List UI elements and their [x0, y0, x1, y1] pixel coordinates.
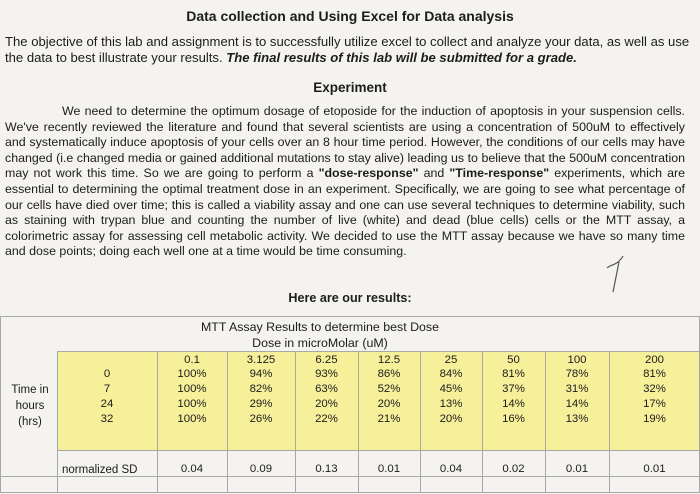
viability-cell: 45%	[439, 383, 463, 395]
dose-header-cell: 25	[444, 354, 458, 366]
viability-cell: 19%	[643, 413, 666, 425]
dose-header: Dose in microMolar (uM)	[252, 336, 388, 350]
viability-cell: 100%	[177, 383, 207, 395]
dose-response-term: "dose-response"	[318, 166, 419, 181]
table-rule	[57, 351, 700, 352]
viability-cell: 29%	[249, 398, 273, 410]
viability-cell: 20%	[439, 413, 463, 425]
experiment-paragraph	[5, 104, 685, 260]
time-cell: 24	[100, 398, 114, 410]
viability-cell: 82%	[249, 383, 273, 395]
table-rule	[0, 492, 700, 493]
objective-paragraph	[5, 34, 690, 66]
viability-cell: 81%	[643, 368, 666, 380]
experiment-heading: Experiment	[313, 80, 387, 95]
dose-header-cell: 0.1	[184, 354, 200, 366]
dose-header-cell: 6.25	[315, 354, 338, 366]
paragraph-part-3: experiments, which are essential to determining the optimal treatment dose in an experiment. Specifically, we are going to see what percentage of our cells have died over time; this is called a viability assay and one can use several techniques to determine viability, such as staining with trypan blue and counting the number of live (white) and dead (blue cells) cells or the MTT assay, a colorimetric assay for assessing cell metabolic activity. We decided to use the MTT assay because we have so many time and dose points; doing each well one at a time would be time consuming.	[5, 166, 685, 259]
time-cell: 7	[103, 383, 111, 395]
viability-cell: 37%	[502, 383, 525, 395]
results-label: Here are our results:	[288, 291, 412, 305]
objective-emphasis: The final results of this lab will be submitted for a grade.	[226, 50, 577, 65]
dose-header-cell: 50	[507, 354, 520, 366]
viability-cell: 100%	[177, 398, 207, 410]
viability-cell: 81%	[502, 368, 525, 380]
objective-text: The objective of this lab and assignment is to successfully utilize excel to collect and analyze your data, as well as use the data to best illustrate your results.	[5, 34, 690, 65]
viability-cell: 26%	[249, 413, 273, 425]
viability-cell: 78%	[565, 368, 589, 380]
time-cell: 32	[100, 413, 114, 425]
viability-cell: 31%	[565, 383, 589, 395]
time-row-header: Time in hours (hrs)	[11, 384, 49, 428]
viability-cell: 100%	[177, 413, 207, 425]
viability-cell: 100%	[177, 368, 207, 380]
paragraph-part-1: We need to determine the optimum dosage of etoposide for the induction of apoptosis in your suspension cells. We've recently reviewed the literature and found that several scientists are using a concentration of 500uM to effectively and systematically induce apoptosis of your cells over an 8 hour time period. However, the conditions of our cells may have changed (i.e changed media or gained additional mutations to stay alive) leading us to believe that the 500uM concentration may not work this time. So we are going to perform a	[5, 104, 685, 181]
viability-cell: 63%	[315, 383, 338, 395]
viability-cell: 16%	[502, 413, 525, 425]
paragraph-part-2: and	[418, 166, 450, 181]
normalized-sd-cell: 0.04	[439, 463, 463, 475]
results-table	[0, 316, 700, 494]
viability-cell: 21%	[377, 413, 401, 425]
normalized-sd-label: normalized SD	[62, 464, 138, 476]
normalized-sd-cell: 0.09	[249, 463, 273, 475]
viability-cell: 84%	[439, 368, 463, 380]
time-cell: 0	[103, 368, 111, 380]
normalized-sd-cell: 0.01	[565, 463, 589, 475]
table-rule	[0, 476, 700, 477]
normalized-sd-cell: 0.01	[377, 463, 401, 475]
viability-cell: 32%	[643, 383, 666, 395]
viability-cell: 13%	[439, 398, 463, 410]
table-column-rule	[0, 316, 1, 492]
viability-cell: 94%	[249, 368, 273, 380]
normalized-sd-cell: 0.01	[643, 463, 666, 475]
table-title: MTT Assay Results to determine best Dose	[200, 320, 440, 334]
viability-cell: 20%	[315, 398, 338, 410]
viability-cell: 17%	[643, 398, 666, 410]
viability-cell: 86%	[377, 368, 401, 380]
dose-header-cell: 200	[644, 354, 664, 366]
normalized-sd-cell: 0.13	[315, 463, 338, 475]
table-rule	[57, 450, 700, 451]
viability-cell: 14%	[565, 398, 589, 410]
normalized-sd-cell: 0.02	[502, 463, 525, 475]
viability-cell: 14%	[502, 398, 525, 410]
page-title: Data collection and Using Excel for Data analysis	[186, 8, 514, 24]
dose-header-cell: 3.125	[246, 354, 276, 366]
viability-cell: 93%	[315, 368, 338, 380]
viability-cell: 52%	[377, 383, 401, 395]
dose-header-cell: 100	[567, 354, 587, 366]
pen-mark	[605, 254, 627, 294]
time-response-term: "Time-response"	[449, 166, 550, 181]
viability-cell: 13%	[565, 413, 589, 425]
dose-header-cell: 12.5	[377, 354, 401, 366]
table-rule	[0, 316, 700, 317]
viability-cell: 20%	[377, 398, 401, 410]
normalized-sd-cell: 0.04	[180, 463, 204, 475]
viability-cell: 22%	[315, 413, 338, 425]
